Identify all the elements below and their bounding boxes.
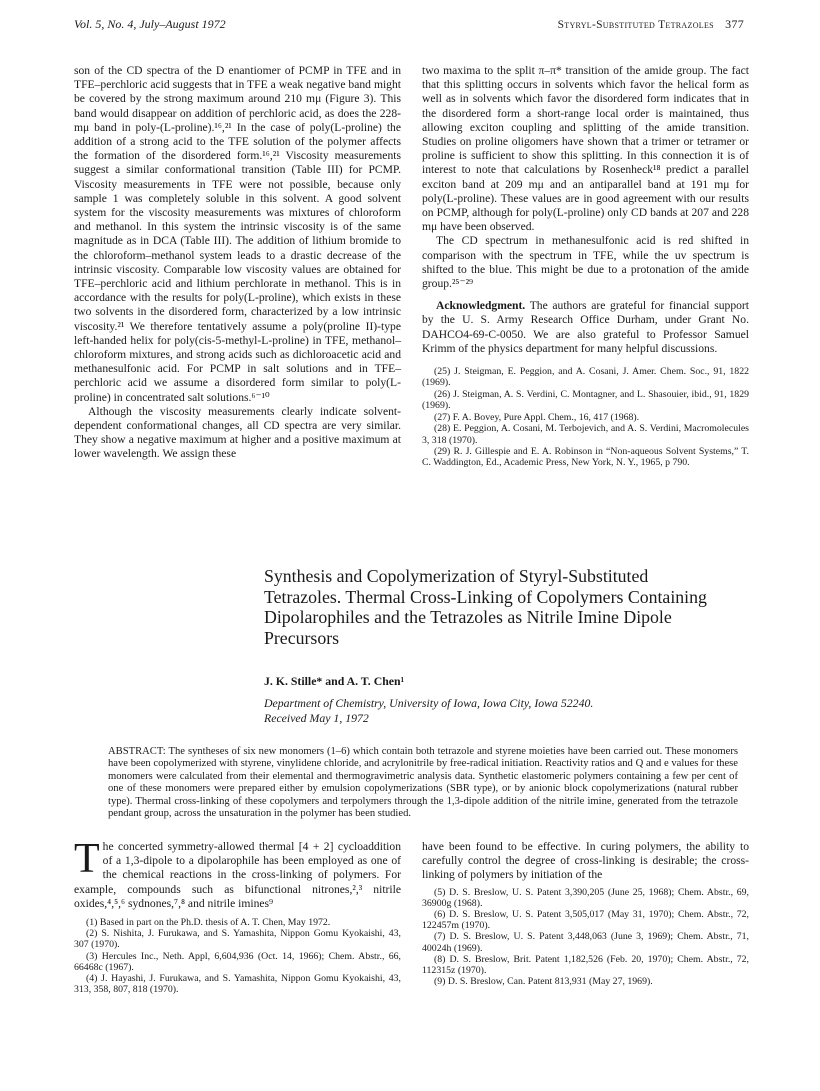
running-header-title xyxy=(558,17,744,32)
reference-item: (6) D. S. Breslow, U. S. Patent 3,505,017 (May 31, 1970); Chem. Abstr., 72, 122457m (1970). xyxy=(422,909,749,932)
article-authors: J. K. Stille* and A. T. Chen¹ xyxy=(264,674,405,688)
page-number: 377 xyxy=(725,17,744,31)
running-header-volume: Vol. 5, No. 4, July–August 1972 xyxy=(74,17,226,31)
article-title: Synthesis and Copolymerization of Styryl-Substituted Tetrazoles. Thermal Cross-Linking of Copolymers Containing Dipolarophiles and the Tetrazoles as Nitrile Imine Dipole Precursors xyxy=(264,566,707,648)
footnote-item: (2) S. Nishita, J. Furukawa, and S. Yamashita, Nippon Gomu Kyokaishi, 43, 307 (1970). xyxy=(74,928,401,951)
footnote-item: (4) J. Hayashi, J. Furukawa, and S. Yamashita, Nippon Gomu Kyokaishi, 43, 313, 358, 807, 818 (1970). xyxy=(74,973,401,996)
intro-paragraph xyxy=(74,836,401,911)
footnote-list xyxy=(74,917,401,995)
reference-item: (25) J. Steigman, E. Peggion, and A. Cosani, J. Amer. Chem. Soc., 91, 1822 (1969). xyxy=(422,366,749,389)
body-paragraph: son of the CD spectra of the D enantiomer of PCMP in TFE and in TFE–perchloric acid suggests that in TFE a weak negative band might be covered by the strong maximum around 210 mμ (Figure 3). This band would disappear on addition of perchloric acid, as does the 228-mμ band in poly-(L-proline).¹⁶,²¹ In the case of poly(L-proline) the addition of a strong acid to the TFE solution of the polymer affects the formation of the disordered form.¹⁶,²¹ Viscosity measurements suggest a similar conformational transition (Table III) for PCMP. Viscosity measurements in TFE were not possible, because only sample 1 was completely soluble in this solvent. A good solvent system for the viscosity measurements was mixtures of chloroform and methanol. In this system the intrinsic viscosity is of the same magnitude as in DCA (Table III). The addition of lithium bromide to the chloroform–methanol system leads to a drastic decrease of the intrinsic viscosity. Comparable low viscosity values are obtained for TFE–perchloric acid and lithium perchlorate in methanol. This is in accordance with the results for poly(L-proline), which exists in these two solvents in the disordered form, characterized by a low intrinsic viscosity.²¹ We therefore tentatively assume a poly(proline II)-type left-handed helix for poly(cis-5-methyl-L-proline) in TFE, methanol–chloroform mixtures, and strong acids such as dichloroacetic acid and methanesulfonic acid. For PCMP in salt solutions and in TFE–perchloric acid we assume a disordered form similar to poly(L-proline) in concentrated salt solutions.⁶⁻¹⁰ xyxy=(74,64,401,404)
reference-item: (27) F. A. Bovey, Pure Appl. Chem., 16, 417 (1968). xyxy=(434,411,640,423)
acknowledgment xyxy=(422,299,749,356)
reference-item: (29) R. J. Gillespie and E. A. Robinson in “Non-aqueous Solvent Systems,” T. C. Waddington, Ed., Academic Press, New York, N. Y., 1965, p 790. xyxy=(422,445,749,469)
reference-list xyxy=(422,366,749,469)
intro-paragraph-continued: have been found to be effective. In curing polymers, the ability to carefully control the degree of cross-linking is desirable; the cross-linking of polymers by initiation of the xyxy=(422,840,749,882)
left-column-continuation xyxy=(74,64,401,462)
article-abstract: ABSTRACT: The syntheses of six new monomers (1–6) which contain both tetrazole and styrene moieties have been carried out. These monomers have been copolymerized with styrene, vinylidene chloride, and acrylonitrile by free-radical initiation. Reactivity ratios and Q and e values for these monomers were calculated from their elemental and thermogravimetric analysis data. Synthetic elastomeric polymers containing a few per cent of one of these monomers were prepared either by emulsion copolymerizations (SBR type), or by anionic block copolymerizations (natural rubber type). Thermal cross-linking of these copolymers and terpolymers through the 1,3-dipole addition of the nitrile imine, generated from the tetrazole pendant group, across the unsaturation in the polymer has been studied. xyxy=(108,746,738,820)
footnote-item: (1) Based in part on the Ph.D. thesis of A. T. Chen, May 1972. xyxy=(86,917,331,929)
intro-column-right xyxy=(422,840,749,987)
body-paragraph: The CD spectrum in methanesulfonic acid is red shifted in comparison with the spectrum in TFE, while the uv spectrum is shifted to the blue. This might be due to a protonation of the amide group.²⁵⁻²⁹ xyxy=(422,234,749,291)
affiliation-text: Department of Chemistry, University of Iowa, Iowa City, Iowa 52240. xyxy=(264,696,594,710)
running-title: Styryl-Substituted Tetrazoles xyxy=(557,19,714,31)
intro-column-left xyxy=(74,836,401,996)
reference-item: (28) E. Peggion, A. Cosani, M. Terbojevich, and A. S. Verdini, Macromolecules 3, 318 (1970). xyxy=(422,423,749,446)
reference-list xyxy=(422,887,749,988)
acknowledgment-text: The authors are grateful for financial support by the U. S. Army Research Office Durham, under Grant No. DAHCO4-69-C-0050. We are also grateful to Professor Samuel Krimm of the physics department for many helpful discussions. xyxy=(422,299,749,355)
intro-text: he concerted symmetry-allowed thermal [4 + 2] cycloaddition of a 1,3-dipole to a dipolarophile has been employed as one of the chemical reactions in the cross-linking of polymers. For example, compounds such as bifunctional nitrones,²,³ nitrile oxides,⁴,⁵,⁶ sydnones,⁷,⁸ and nitrile imines⁹ xyxy=(74,840,401,910)
reference-item: (8) D. S. Breslow, Brit. Patent 1,182,526 (Feb. 20, 1970); Chem. Abstr., 72, 112315z (1970). xyxy=(422,953,749,977)
reference-item: (7) D. S. Breslow, U. S. Patent 3,448,063 (June 3, 1969); Chem. Abstr., 71, 40024h (1969). xyxy=(422,931,749,954)
received-date: Received May 1, 1972 xyxy=(264,710,369,725)
reference-item: (26) J. Steigman, A. S. Verdini, C. Montagner, and L. Shasouier, ibid., 91, 1829 (1969). xyxy=(422,388,749,412)
footnote-item: (3) Hercules Inc., Neth. Appl, 6,604,936 (Oct. 14, 1966); Chem. Abstr., 66, 66468c (1967). xyxy=(74,950,401,973)
body-paragraph: Although the viscosity measurements clearly indicate solvent-dependent conformational changes, all CD spectra are very similar. They show a negative maximum at higher and a positive maximum at lower wavelength. We assign these xyxy=(74,404,401,461)
reference-item: (9) D. S. Breslow, Can. Patent 813,931 (May 27, 1969). xyxy=(434,976,653,988)
drop-cap: T xyxy=(74,836,100,882)
body-paragraph: two maxima to the split π–π* transition of the amide group. The fact that this splitting occurs in solvents which favor the helical form as well as in solvents which favor the disordered form indicates that in the disordered form a short-range local order is maintained, thus allowing exciton coupling and splitting of the amide transition. Studies on proline oligomers have shown that a trimer or tetramer or proline is sufficient to show this splitting. In this connection it is of interest to note that calculations by Rosenheck¹⁸ predict a parallel exciton band at 209 mμ and an antiparallel band at 191 mμ for poly(L-proline). These values are in good agreement with our results on PCMP, although for poly(L-proline) only CD bands at 207 and 228 mμ have been observed. xyxy=(422,64,749,234)
right-column-continuation xyxy=(422,64,749,469)
article-affiliation xyxy=(264,696,593,725)
acknowledgment-label: Acknowledgment. xyxy=(436,299,526,313)
reference-item: (5) D. S. Breslow, U. S. Patent 3,390,205 (June 25, 1968); Chem. Abstr., 69, 36900g (1968). xyxy=(422,886,749,909)
